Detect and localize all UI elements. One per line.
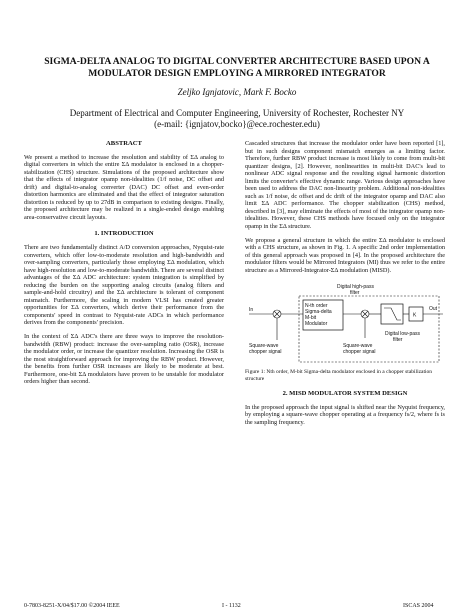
chopper-label-1a: Square-wave (249, 343, 279, 350)
chopper-label-1b: chopper signal (249, 349, 282, 356)
modulator-label-4: Modulator (305, 321, 328, 328)
input-label: In (249, 307, 254, 314)
hp-filter-label-1: Digital high-pass (337, 284, 374, 291)
modulator-label-1: N-th order (305, 303, 328, 310)
footer-venue: ISCAS 2004 (403, 603, 434, 609)
email-line: (e-mail: {ignjatov,bocko}@ece.rochester.edu) (154, 119, 320, 129)
paper-title: SIGMA-DELTA ANALOG TO DIGITAL CONVERTER ARCHITECTURE BASED UPON A MODULATOR DESIGN EMPLOYING A MIRRORED INTEGRATOR (44, 56, 430, 79)
intro-paragraph-4: We propose a general structure in which the entire ΣΔ modulator is enclosed with a CHS structure, as shown in Fig. 1. A specific 2nd order implementation of this general approach was proposed in [4]. In the proposed architecture the modulator filters would be Mirrored Integrators (MI) thus we refer to the entire structure as a Mirrored-Integrator-ΣΔ modulation (MISD). (245, 236, 445, 274)
figure-1 (245, 280, 445, 366)
affiliation-line: Department of Electrical and Computer Engineering, University of Rochester, Rochester NY (69, 108, 405, 118)
modulator-label-3: M-bit (305, 315, 317, 322)
abstract-text: We present a method to increase the resolution and stability of ΣΔ analog to digital converters in which the entire ΣΔ modulator is enclosed in a chopper-stabilization (CHS) structure. Simulations of the proposed architecture show that the effects of integrator opamp non-idealities (1/f noise, DC offset and drift) and digital-to-analog converter (DAC) DC offset and even-order distortion harmonics are eliminated and that the effect of integrator saturation distortion is reduced by up to 27dB in comparison to existing designs. Finally, the proposed architecture may be realized in a single-ended design enabling area-conservative circuit layouts. (24, 153, 224, 221)
intro-paragraph-1: There are two fundamentally distinct A/D conversion approaches, Nyquist-rate converters, which offer low-to-moderate resolution and high-bandwidth and over-sampling converters, particularly those employing ΣΔ modulation, which have high-resolution and low-to-moderate bandwidth. There are several distinct advantages of the ΣΔ ADC architecture: system integration is simplified by reducing the burden on the supporting analog circuits (analog filters and sample-and-hold circuitry) and the ΣΔ architecture is tolerant of component mismatch. Furthermore, the scaling in modern VLSI has created greater opportunities for ΣΔ converters, which derive their performance from the components' speed in contrast to Nyquist-rate ADCs in which performance derives from the components' precision. (24, 244, 224, 327)
section2-heading: 2. MISD MODULATOR SYSTEM DESIGN (282, 390, 408, 398)
paper-authors: Zeljko Ignjatovic, Mark F. Bocko (177, 87, 297, 97)
lp-filter-label-2: filter (393, 337, 403, 344)
block-diagram (245, 280, 445, 366)
abstract-heading: ABSTRACT (106, 140, 142, 147)
right-column (245, 140, 445, 426)
chopper-label-2b: chopper signal (343, 349, 376, 356)
lowpass-filter-block (381, 304, 403, 324)
figure-caption: Figure 1: Nth order, M-bit Sigma-delta modulator enclosed in a chopper stabilization structure (245, 369, 433, 382)
introduction-heading: 1. INTRODUCTION (94, 230, 154, 238)
output-label: Out (429, 306, 438, 313)
section2-text: In the proposed approach the input signal is shifted near the Nyquist frequency, by employing a square-wave chopper operating at a frequency fs/2, where fs is the sampling frequency. (245, 403, 445, 426)
footer-copyright: 0-7803-8251-X/04/$17.00 ©2004 IEEE (24, 603, 120, 609)
hp-filter-label-2: filter (350, 290, 360, 297)
gain-label: K (413, 312, 417, 319)
modulator-label-2: Sigma-delta (305, 309, 332, 316)
lp-filter-label-1: Digital low-pass (385, 331, 421, 338)
left-column (24, 140, 224, 386)
intro-paragraph-2: In the context of ΣΔ ADC's there are three ways to improve the resolution-bandwidth (RBW) product: increase the over-sampling ratio (OSR), increase the modulator order, or increase the quantizer resolution. Increasing the OSR is the most straightforward approach for improving the RBW product. However, the benefits from further OSR increases are likely to be moderate at best. Furthermore, one-bit ΣΔ modulators have proven to be unstable for modulator orders higher than second. (24, 333, 224, 386)
chopper-label-2a: Square-wave (343, 343, 373, 350)
intro-paragraph-3: Cascaded structures that increase the modulator order have been reported [1], but in such designs component mismatch emerges as a limiting factor. Therefore, further RBW product increase is most likely to come from multi-bit quantizer designs, [2]. However, nonlinearities in multi-bit DAC's lead to nonlinear ADC signal response and the resulting signal harmonic distortion limits the converter's effective dynamic range. Various design approaches have been used to address the DAC non-linearity problem. Additional non-idealities such as 1/f noise, dc offset and dc drift of the integrator opamp and DAC also limit ΣΔ ADC performance. The chopper stabilization (CHS) method, described in [3], may eliminate the effects of most of the integrator opamp non-idealities. However, these CHS methods have focused only on the integrator opamp in the ΣΔ structure. (245, 140, 445, 231)
footer-page-number: I - 1132 (222, 603, 241, 609)
paper-affiliation (0, 108, 474, 130)
